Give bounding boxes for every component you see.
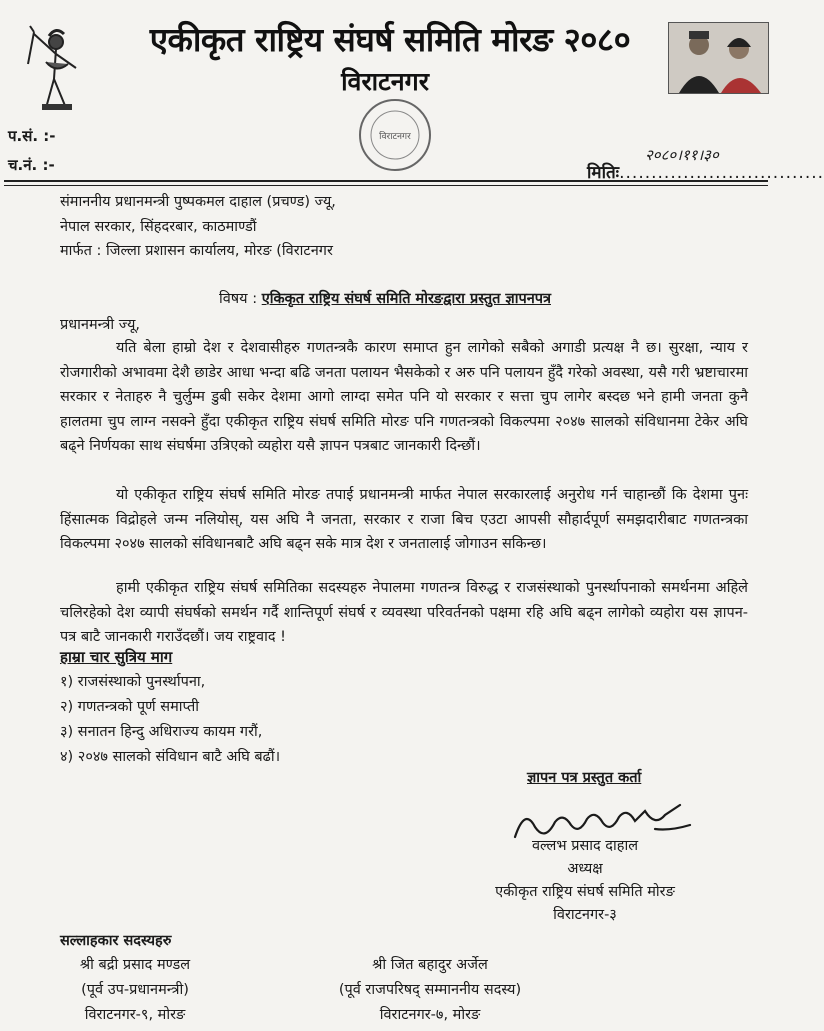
submitter-name: वल्लभ प्रसाद दाहाल [531, 838, 639, 854]
subject-text: एकिकृत राष्ट्रिय संघर्ष समिति मोरङद्वारा प्रस्तुत ज्ञापनपत्र [261, 291, 551, 307]
body-paragraph [60, 336, 748, 459]
advisors-heading: सल्लाहकार सदस्यहरु [60, 933, 172, 949]
demand-item: ४) २०४७ सालको संविधान बाटै अघि बढौं। [60, 749, 281, 765]
demand-item: २) गणतन्त्रको पूर्ण समाप्ती [60, 699, 199, 715]
advisor-title: (पूर्व राजपरिषद् सम्माननीय सदस्य) [338, 982, 522, 998]
demands-heading: हाम्रा चार सुत्रिय माग [60, 648, 173, 666]
subject-label: विषय : [218, 291, 258, 307]
submitter-role: अध्यक्ष [567, 861, 603, 877]
stamp-text: विराटनगर [379, 132, 411, 142]
paragraph-text: यो एकीकृत राष्ट्रिय संघर्ष समिति मोरङ तपाई प्रधानमन्त्री मार्फत नेपाल सरकारलाई अनुरोध गर्न चाहान्छौं कि देशमा पुनः हिंसात्मक विद्रोहले जन्म नलियोस्, यस अघि नै जनता, सरकार र राजा बिच एउटा आपसी सौहार्दपूर्ण समझदारीबाट गणतन्त्रका विकल्पमा २०४७ सालको संविधानबाटै अघि बढ्न सके मात्र देश र जनतालाई जोगाउन सकिन्छ। [60, 487, 748, 552]
dispatch-number-label: च.नं. :- [8, 156, 55, 174]
advisor-name: श्री बद्री प्रसाद मण्डल [79, 957, 191, 973]
address-line: नेपाल सरकार, सिंहदरबार, काठमाण्डौं [60, 218, 257, 235]
submitter-place: विराटनगर-३ [553, 907, 617, 923]
date-label: मितिः [587, 163, 620, 183]
submitter-org: एकीकृत राष्ट्रिय संघर्ष समिति मोरङ [495, 884, 675, 900]
photo-icon [669, 23, 768, 93]
body-paragraph [60, 576, 748, 650]
salutation: प्रधानमन्त्री ज्यू, [60, 317, 141, 333]
date-dots: ................................ [619, 163, 824, 183]
letterhead-city: विराटनगर [341, 67, 429, 96]
advisor-place: विराटनगर-९, मोरङ [84, 1007, 186, 1023]
advisor-name: श्री जित बहादुर अर्जेल [372, 957, 488, 973]
advisor-title: (पूर्व उप-प्रधानमन्त्री) [81, 982, 189, 998]
royal-couple-photo [668, 22, 769, 94]
address-line: मार्फत : जिल्ला प्रशासन कार्यालय, मोरङ (विराटनगर [60, 243, 333, 259]
recipient-address [60, 190, 336, 264]
demands-list [60, 670, 280, 770]
handwritten-date: २०८०।११।३० [645, 146, 719, 164]
body-paragraph [60, 483, 748, 557]
demand-item: ३) सनातन हिन्दु अधिराज्य कायम गरौं, [60, 724, 263, 740]
address-line: संमाननीय प्रधानमन्त्री पुष्पकमल दाहाल (प्रचण्ड) ज्यू, [60, 194, 336, 210]
demand-item: १) राजसंस्थाको पुनर्स्थापना, [60, 674, 206, 690]
header-rule-thick [4, 180, 768, 182]
submitter-block [470, 835, 700, 927]
submitter-heading: ज्ञापन पत्र प्रस्तुत कर्ता [527, 770, 642, 786]
office-stamp-icon [355, 95, 435, 175]
paragraph-text: यति बेला हाम्रो देश र देशवासीहरु गणतन्त्रकै कारण समाप्त हुन लागेको सबैको अगाडी प्रत्यक्ष नै छ। सुरक्षा, न्याय र रोजगारीको अभावमा देशै छाडेर आधा भन्दा बढि जनता पलायन भैसकेको र अरु पनि पलायन हुँदै गरेको अवस्था, यसै गरी भ्रष्टाचारमा सरकार र नेताहरु नै चुर्लुम्म डुबी सकेर देशमा आगो लाग्दा समेत पनि यो सरकार र सत्ता चुप लागेर बस्दछ भने हामी जनता कुनै हालतमा चुप लाग्न नसक्ने हुँदा एकीकृत राष्ट्रिय संघर्ष समिति मोरङ पनि गणतन्त्रको विकल्पमा २०४७ सालको संविधानमा टेकेर अघि बढ्ने निर्णयका साथ संघर्षमा उत्रिएको व्यहोरा यसै ज्ञापन पत्रबाट जानकारी दिन्छौं। [60, 340, 748, 454]
paragraph-text: हामी एकीकृत राष्ट्रिय संघर्ष समितिका सदस्यहरु नेपालमा गणतन्त्र विरुद्ध र राजसंस्थाको पुनर्स्थापनाको समर्थनमा अहिले चलिरहेको देश व्यापी संघर्षको समर्थन गर्दै शान्तिपूर्ण संघर्ष र व्यवस्था परिवर्तनको पक्षमा रहि अघि बढ्न लागेको व्यहोरा यस ज्ञापन-पत्र बाटै जानकारी गराउँदछौं। जय राष्ट्रवाद ! [60, 580, 748, 645]
header-rule-thin [4, 185, 768, 186]
advisor-entry [40, 953, 230, 1028]
subject-line [0, 287, 770, 312]
advisor-entry [300, 953, 560, 1028]
letterhead-title: एकीकृत राष्ट्रिय संघर्ष समिति मोरङ २०८० [149, 20, 631, 59]
reference-number-label: प.सं. :- [8, 127, 56, 145]
advisor-place: विराटनगर-७, मोरङ [379, 1007, 481, 1023]
